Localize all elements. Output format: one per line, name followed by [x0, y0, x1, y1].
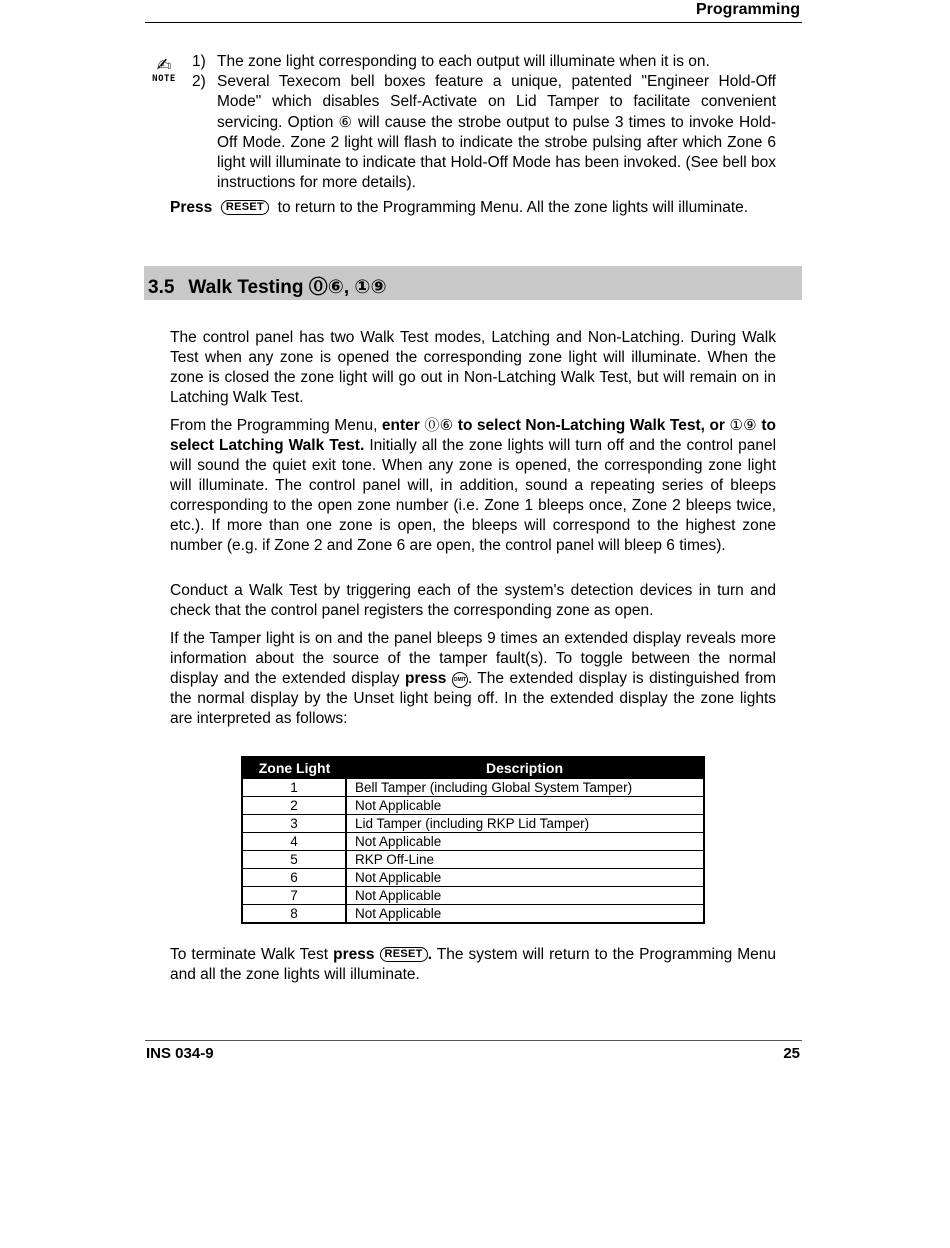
zone-light-table — [241, 756, 705, 924]
note-label: NOTE — [152, 74, 176, 84]
column-header-description: Description — [346, 757, 704, 779]
description-cell: RKP Off-Line — [346, 851, 704, 869]
page-footer — [145, 1040, 802, 1062]
note-item — [192, 52, 776, 72]
para4-rest: . The extended display is distinguished from the normal display by the Unset light being off. In the extended display the zone lights are interpreted as follows: — [170, 670, 777, 727]
table-row — [242, 833, 704, 851]
zone-light-cell: 1 — [242, 779, 346, 797]
header-title: Programming — [695, 1, 800, 18]
column-header-zone-light: Zone Light — [242, 757, 346, 779]
table-row — [242, 905, 704, 924]
code-zero-six: ⓪⑥ — [424, 416, 454, 434]
table-row — [242, 779, 704, 797]
note-text — [217, 72, 776, 193]
note-number: 2) — [192, 73, 206, 90]
press-reset-text: to return to the Programming Menu. All the zone lights will illuminate. — [277, 199, 749, 216]
walk-test-select-paragraph — [170, 415, 776, 556]
zone-light-cell: 4 — [242, 833, 346, 851]
zone-light-cell: 6 — [242, 869, 346, 887]
table-row — [242, 851, 704, 869]
non-latching-instruction: to select Non-Latching Walk Test, or — [457, 417, 725, 434]
note-text-post: will cause the strobe output to pulse 3 times to invoke Hold-Off Mode. Zone 2 light will flash to indicate the strobe pulsing after which Zone 6 light will illuminate to indicate that Hold-Off Mode has been invoked. (See bell box instructions for more details). — [217, 114, 776, 191]
code-one-nine: ①⑨ — [729, 416, 757, 434]
terminate-walk-test-paragraph: To terminate Walk Test press RESET . The system will return to the Programming Menu and all the zone lights will illuminate. — [170, 946, 777, 983]
reset-key-icon: RESET — [380, 947, 428, 962]
note-list — [192, 52, 776, 193]
press-word: Press — [170, 199, 213, 216]
enter-word: enter — [381, 417, 420, 434]
para2-pre: From the Programming Menu, — [170, 417, 378, 434]
note-number: 1) — [192, 53, 206, 70]
latching-instruction: to select Latching Walk Test. — [170, 417, 776, 454]
note-icon — [150, 56, 178, 84]
description-cell: Not Applicable — [346, 887, 704, 905]
zone-light-cell: 7 — [242, 887, 346, 905]
table-row — [242, 887, 704, 905]
zone-light-cell: 5 — [242, 851, 346, 869]
table-header-row — [242, 757, 704, 779]
zone-light-cell: 2 — [242, 797, 346, 815]
section-title — [148, 272, 387, 299]
description-cell: Not Applicable — [346, 833, 704, 851]
section-heading-bar — [144, 266, 802, 300]
description-cell: Not Applicable — [346, 797, 704, 815]
note-item — [192, 72, 776, 193]
press-word: press — [404, 670, 447, 687]
description-cell: Not Applicable — [346, 905, 704, 924]
note-text: The zone light corresponding to each output will illuminate when it is on. — [217, 53, 710, 70]
zone-light-cell: 8 — [242, 905, 346, 924]
pencil-icon: ✍ — [156, 55, 172, 75]
reset-key-icon: RESET — [221, 200, 269, 215]
description-cell: Lid Tamper (including RKP Lid Tamper) — [346, 815, 704, 833]
conduct-walk-test-paragraph: Conduct a Walk Test by triggering each of the system's detection devices in turn and check that the control panel registers the corresponding zone as open. — [170, 582, 776, 619]
section-title-text: Walk Testing ⓪⑥, ①⑨ — [188, 277, 387, 298]
para5-rest: The system will return to the Programming Menu and all the zone lights will illuminate. — [170, 946, 777, 983]
para2-rest: Initially all the zone lights will turn off and the control panel will sound the quiet exit tone. When any zone is opened, the corresponding zone light will illuminate. The control panel will, in addition, sound a repeating series of bleeps corresponding to the open zone number (i.e. Zone 1 bleeps once, Zone 2 bleeps twice, etc.). If more than one zone is open, the bleeps will correspond to the highest zone number (e.g. if Zone 2 and Zone 6 are open, the control panel will bleep 6 times). — [170, 437, 777, 554]
omit-key-icon: OMIT — [452, 672, 468, 688]
table-row — [242, 815, 704, 833]
section-number: 3.5 — [148, 277, 175, 298]
extended-display-paragraph — [170, 629, 776, 729]
walk-test-modes-paragraph: The control panel has two Walk Test modes, Latching and Non-Latching. During Walk Test when any zone is opened the corresponding zone light will illuminate. When the zone is closed the zone light will go out in Non-Latching Walk Test, but will remain on in Latching Walk Test. — [170, 329, 776, 406]
page-number: 25 — [783, 1045, 800, 1062]
table-row — [242, 869, 704, 887]
page-header — [145, 0, 802, 23]
description-cell: Bell Tamper (including Global System Tamper) — [346, 779, 704, 797]
press-word: press — [333, 946, 375, 963]
para4-pre: If the Tamper light is on and the panel bleeps 9 times an extended display reveals more information about the source of the tamper fault(s). To toggle between the normal display and the extended display — [170, 630, 776, 687]
option-six-key: ⑥ — [338, 113, 353, 131]
description-cell: Not Applicable — [346, 869, 704, 887]
document-id: INS 034-9 — [146, 1045, 214, 1062]
note-text-pre: Several Texecom bell boxes feature a unique, patented "Engineer Hold-Off Mode" which disables Self-Activate on Lid Tamper to facilitate convenient servicing. Option — [217, 73, 776, 131]
table-row — [242, 797, 704, 815]
press-reset-paragraph — [170, 198, 776, 218]
zone-light-cell: 3 — [242, 815, 346, 833]
para5-pre: To terminate Walk Test — [170, 946, 329, 963]
